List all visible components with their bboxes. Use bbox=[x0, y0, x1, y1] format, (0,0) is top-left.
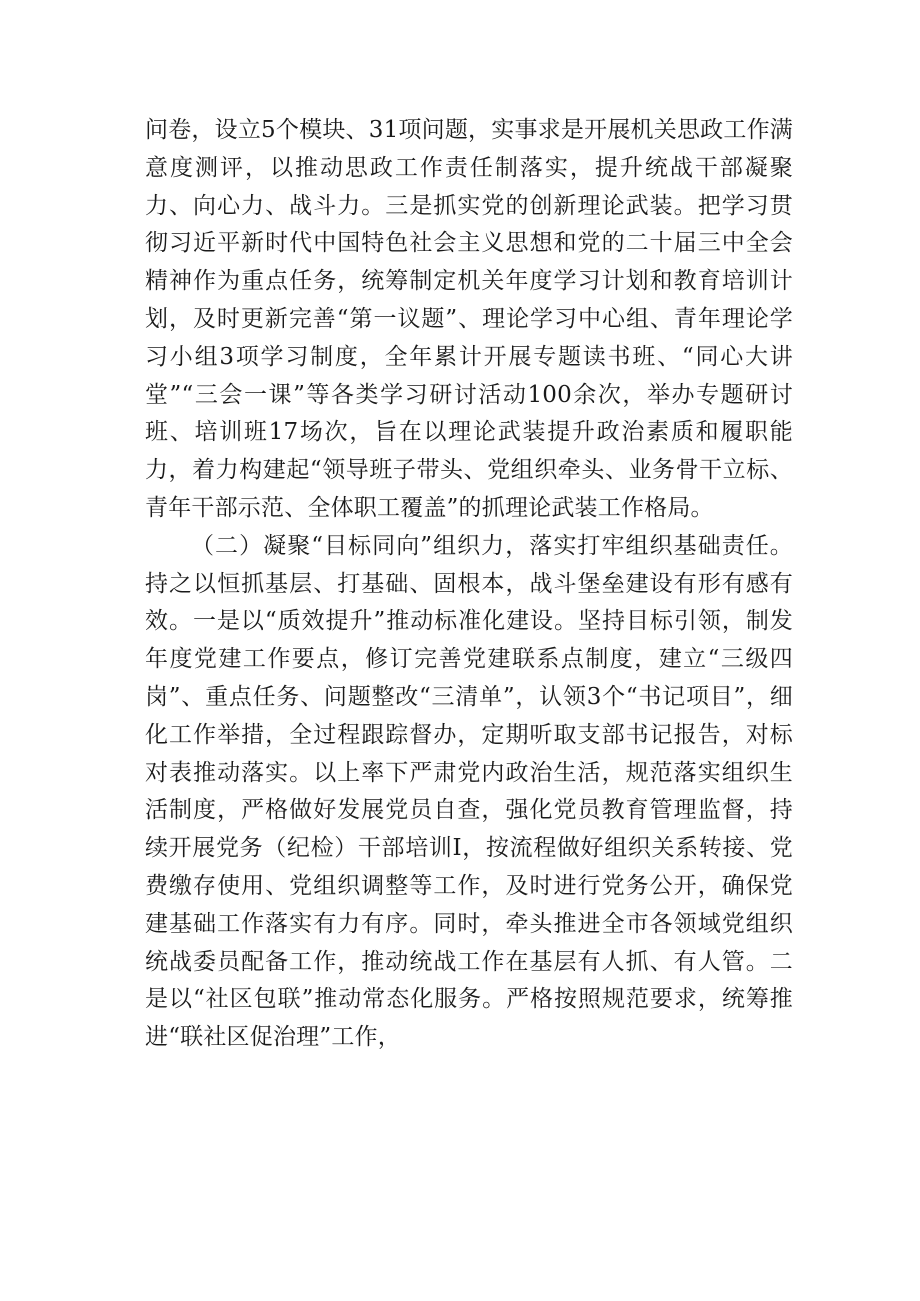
paragraph-continued: 问卷，设立5个模块、31项问题，实事求是开展机关思政工作满意度测评，以推动思政工作责任制落实，提升统战干部凝聚力、向心力、战斗力。三是抓实党的创新理论武装。把学习贯彻习近平新时代中国特色社会主义思想和党的二十届三中全会精神作为重点任务，统筹制定机关年度学习计划和教育培训计划，及时更新完善“第一议题”、理论学习中心组、青年理论学习小组3项学习制度，全年累计开展专题读书班、“同心大讲堂”“三会一课”等各类学习研讨活动100余次，举办专题研讨班、培训班17场次，旨在以理论武装提升政治素质和履职能力，着力构建起“领导班子带头、党组织牵头、业务骨干立标、青年干部示范、全体职工覆盖”的抓理论武装工作格局。 bbox=[145, 117, 793, 521]
paragraph-section-two: （二）凝聚“目标同向”组织力，落实打牢组织基础责任。持之以恒抓基层、打基础、固根本，战斗堡垒建设有形有感有效。一是以“质效提升”推动标准化建设。坚持目标引领，制发年度党建工作要点，修订完善党建联系点制度，建立“三级四岗”、重点任务、问题整改“三清单”，认领3个“书记项目”，细化工作举措，全过程跟踪督办，定期听取支部书记报告，对标对表推动落实。以上率下严肃党内政治生活，规范落实组织生活制度，严格做好发展党员自查，强化党员教育管理监督，持续开展党务（纪检）干部培训I，按流程做好组织关系转接、党费缴存使用、党组织调整等工作，及时进行党务公开，确保党建基础工作落实有力有序。同时，牵头推进全市各领域党组织统战委员配备工作，推动统战工作在基层有人抓、有人管。二是以“社区包联”推动常态化服务。严格按照规范要求，统筹推进“联社区促治理”工作， bbox=[145, 532, 793, 1051]
body-text bbox=[145, 112, 793, 1057]
